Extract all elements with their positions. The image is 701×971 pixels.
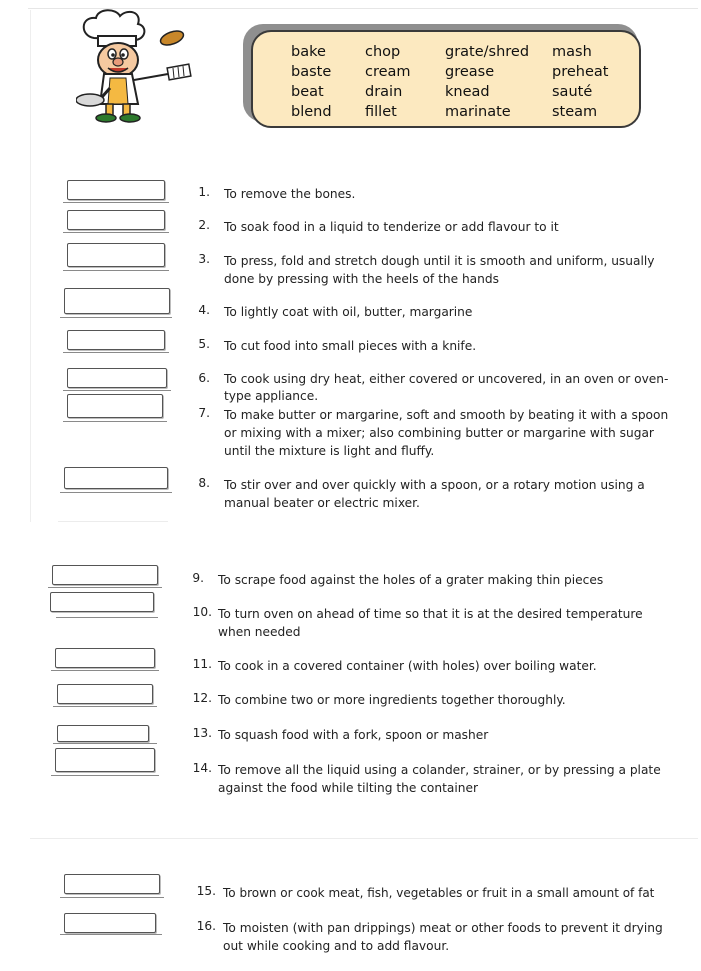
answer-box-16[interactable] — [64, 913, 156, 933]
answer-box-1[interactable] — [67, 180, 165, 200]
clue-text: To lightly coat with oil, butter, margarine — [224, 305, 473, 319]
clue-number: 9. — [192, 571, 204, 585]
answer-line-4 — [60, 317, 172, 318]
clue-text: To moisten (with pan drippings) meat or other foods to prevent it drying out while cooking and to add flavour. — [223, 921, 663, 953]
clue-text: To press, fold and stretch dough until it is smooth and uniform, usually done by pressing with the heels of the hands — [224, 254, 655, 286]
answer-box-9[interactable] — [52, 565, 158, 585]
clue-text: To cook in a covered container (with holes) over boiling water. — [218, 659, 597, 673]
clue-number: 1. — [198, 185, 210, 199]
answer-line-15 — [60, 897, 164, 898]
clue-text: To soak food in a liquid to tenderize or add flavour to it — [224, 220, 559, 234]
clue-number: 12. — [192, 691, 212, 705]
clue-text: To scrape food against the holes of a grater making thin pieces — [218, 573, 604, 587]
answer-line-10 — [56, 617, 158, 618]
clue-text: To remove all the liquid using a colander, strainer, or by pressing a plate against the food while tilting the container — [218, 763, 661, 795]
word-bank-item: chop — [365, 44, 401, 60]
clue-number: 11. — [192, 657, 212, 671]
answer-line-9 — [48, 587, 162, 588]
answer-box-14[interactable] — [55, 748, 155, 772]
clue-number: 15. — [196, 884, 216, 898]
clue-number: 6. — [198, 371, 210, 385]
word-bank-item: marinate — [445, 104, 511, 120]
clue-text: To make butter or margarine, soft and smooth by beating it with a spoon or mixing with a mixer; also combining butter or margarine with sugar until the mixture is light and fluffy. — [224, 408, 669, 458]
clue-number: 14. — [192, 761, 212, 775]
word-bank — [251, 30, 641, 128]
word-bank-item: steam — [552, 104, 598, 120]
clue-text: To cook using dry heat, either covered or uncovered, in an oven or oven-type appliance. — [224, 372, 669, 403]
clue-text: To combine two or more ingredients together thoroughly. — [218, 693, 566, 707]
answer-line-11 — [51, 670, 159, 671]
left-margin-line — [30, 10, 31, 522]
clue-text: To cut food into small pieces with a knife. — [224, 339, 477, 353]
clue-number: 16. — [196, 919, 216, 933]
word-bank-item: blend — [291, 104, 332, 120]
section-divider-1 — [58, 521, 168, 522]
answer-box-11[interactable] — [55, 648, 155, 668]
word-bank-item: fillet — [365, 104, 397, 120]
answer-box-3[interactable] — [67, 243, 165, 267]
answer-box-15[interactable] — [64, 874, 160, 894]
answer-line-3 — [63, 270, 169, 271]
answer-line-2 — [63, 232, 169, 233]
clue-number: 10. — [192, 605, 212, 619]
word-bank-item: bake — [291, 44, 326, 60]
word-bank-item: mash — [552, 44, 592, 60]
answer-line-1 — [63, 202, 169, 203]
answer-line-8 — [60, 492, 172, 493]
clue-text: To brown or cook meat, fish, vegetables or fruit in a small amount of fat — [223, 886, 655, 900]
answer-box-13[interactable] — [57, 725, 149, 742]
answer-box-10[interactable] — [50, 592, 154, 612]
answer-box-6[interactable] — [67, 368, 167, 388]
answer-line-12 — [53, 706, 157, 707]
answer-line-13 — [53, 743, 157, 744]
clue-number: 4. — [198, 303, 210, 317]
clue-number: 2. — [198, 218, 210, 232]
answer-box-2[interactable] — [67, 210, 165, 230]
word-bank-item: grease — [445, 64, 495, 80]
answer-line-16 — [60, 934, 162, 935]
section-divider-2 — [30, 838, 698, 839]
clue-number: 13. — [192, 726, 212, 740]
word-bank-item: grate/shred — [445, 44, 530, 60]
answer-box-8[interactable] — [64, 467, 168, 489]
clue-number: 8. — [198, 476, 210, 490]
answer-box-4[interactable] — [64, 288, 170, 314]
answer-line-7 — [63, 421, 167, 422]
clue-text: To stir over and over quickly with a spoon, or a rotary motion using a manual beater or electric mixer. — [224, 478, 645, 510]
word-bank-item: drain — [365, 84, 403, 100]
word-bank-item: sauté — [552, 84, 593, 100]
word-bank-item: beat — [291, 84, 324, 100]
clue-text: To remove the bones. — [224, 187, 356, 201]
answer-box-12[interactable] — [57, 684, 153, 704]
answer-line-5 — [63, 352, 169, 353]
clue-number: 5. — [198, 337, 210, 351]
word-bank-item: preheat — [552, 64, 609, 80]
answer-line-14 — [51, 775, 159, 776]
answer-box-5[interactable] — [67, 330, 165, 350]
clue-number: 7. — [198, 406, 210, 420]
answer-line-6 — [63, 390, 171, 391]
answer-box-7[interactable] — [67, 394, 163, 418]
clue-number: 3. — [198, 252, 210, 266]
clue-text: To turn oven on ahead of time so that it is at the desired temperature when needed — [218, 607, 643, 639]
chef-illustration — [76, 8, 200, 126]
word-bank-item: baste — [291, 64, 332, 80]
clue-text: To squash food with a fork, spoon or masher — [218, 728, 489, 742]
word-bank-item: knead — [445, 84, 490, 100]
word-bank-item: cream — [365, 64, 411, 80]
